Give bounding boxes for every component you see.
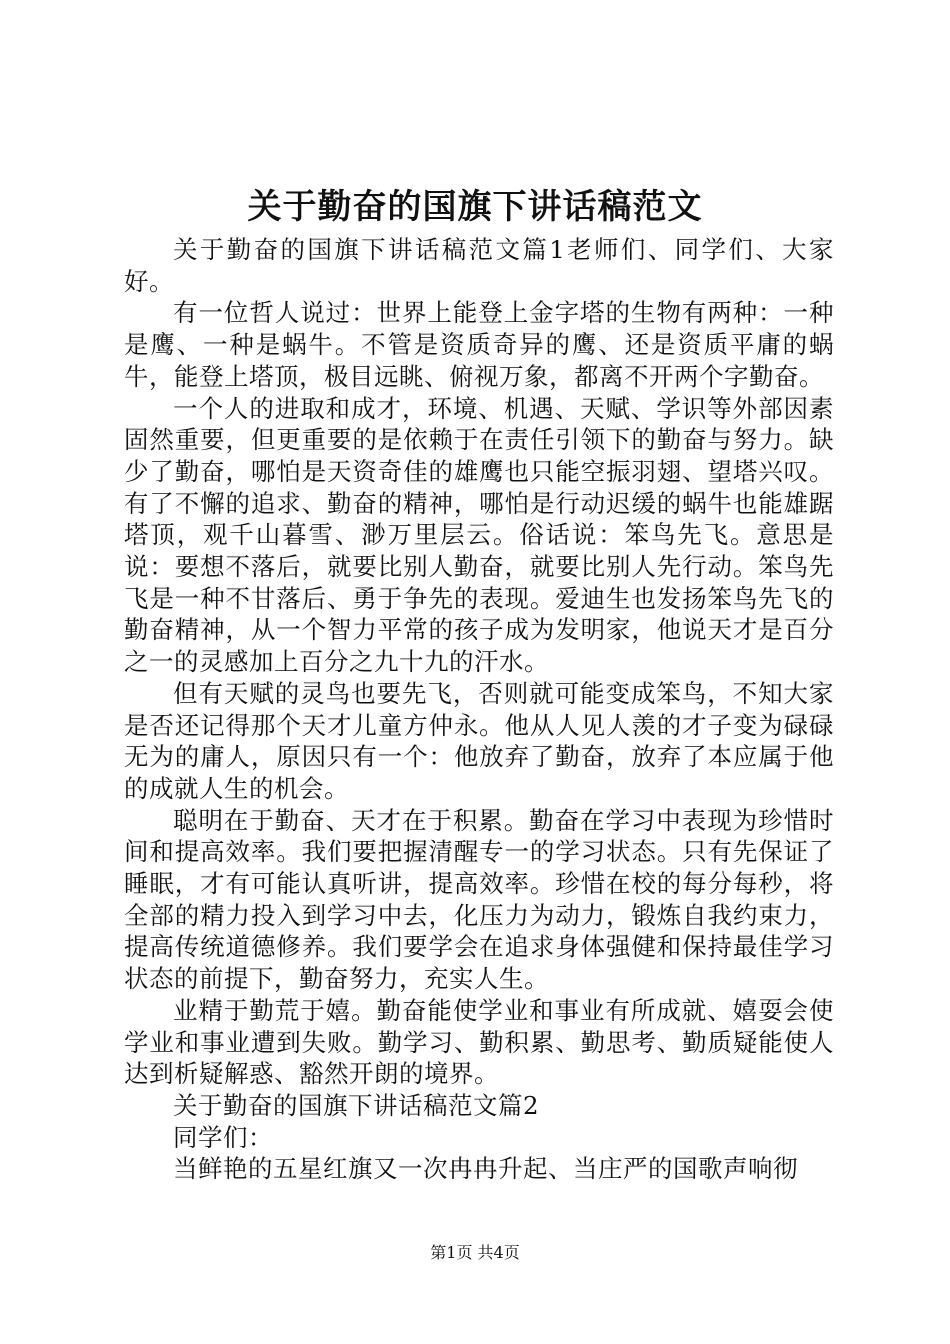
page-title: 关于勤奋的国旗下讲话稿范文 [247,187,703,227]
paragraph-2: 有一位哲人说过：世界上能登上金字塔的生物有两种：一种是鹰、一种是蜗牛。不管是资质奇异的鹰、还是资质平庸的蜗牛，能登上塔顶，极目远眺、俯视万象，都离不开两个字勤奋。 [124,298,834,391]
document-body [124,234,834,1185]
paragraph-3: 一个人的进取和成才，环境、机遇、天赋、学识等外部因素固然重要，但更重要的是依赖于在责任引领下的勤奋与努力。缺少了勤奋，哪怕是天资奇佳的雄鹰也只能空振羽翅、望塔兴叹。有了不懈的追求、勤奋的精神，哪怕是行动迟缓的蜗牛也能雄踞塔顶，观千山暮雪、渺万里层云。俗话说：笨鸟先飞。意思是说：要想不落后，就要比别人勤奋，就要比别人先行动。笨鸟先飞是一种不甘落后、勇于争先的表现。爱迪生也发扬笨鸟先飞的勤奋精神，从一个智力平常的孩子成为发明家，他说天才是百分之一的灵感加上百分之九十九的汗水。 [124,393,834,677]
paragraph-7: 当鲜艳的五星红旗又一次冉冉升起、当庄严的国歌声响彻 [173,1154,798,1184]
paragraph-5: 聪明在于勤奋、天才在于积累。勤奋在学习中表现为珍惜时间和提高效率。我们要把握清醒专一的学习状态。只有先保证了睡眠，才有可能认真听讲，提高效率。珍惜在校的每分每秒，将全部的精力投入到学习中去，化压力为动力，锻炼自我约束力，提高传统道德修养。我们要学会在追求身体强健和保持最佳学习状态的前提下，勤奋努力，充实人生。 [124,805,834,994]
paragraph-4: 但有天赋的灵鸟也要先飞，否则就可能变成笨鸟，不知大家是否还记得那个天才儿童方仲永。他从人见人羡的才子变为碌碌无为的庸人，原因只有一个：他放弃了勤奋，放弃了本应属于他的成就人生的机会。 [124,678,834,803]
paragraph-1: 关于勤奋的国旗下讲话稿范文篇1老师们、同学们、大家好。 [124,235,834,296]
paragraph-6: 业精于勤荒于嬉。勤奋能使学业和事业有所成就、嬉耍会使学业和事业遭到失败。勤学习、勤积累、勤思考、勤质疑能使人达到析疑解惑、豁然开朗的境界。 [124,995,834,1089]
section-heading-2: 关于勤奋的国旗下讲话稿范文篇2 [173,1090,540,1120]
salutation: 同学们： [173,1122,273,1152]
page-footer: 第1页 共4页 [430,1243,520,1262]
